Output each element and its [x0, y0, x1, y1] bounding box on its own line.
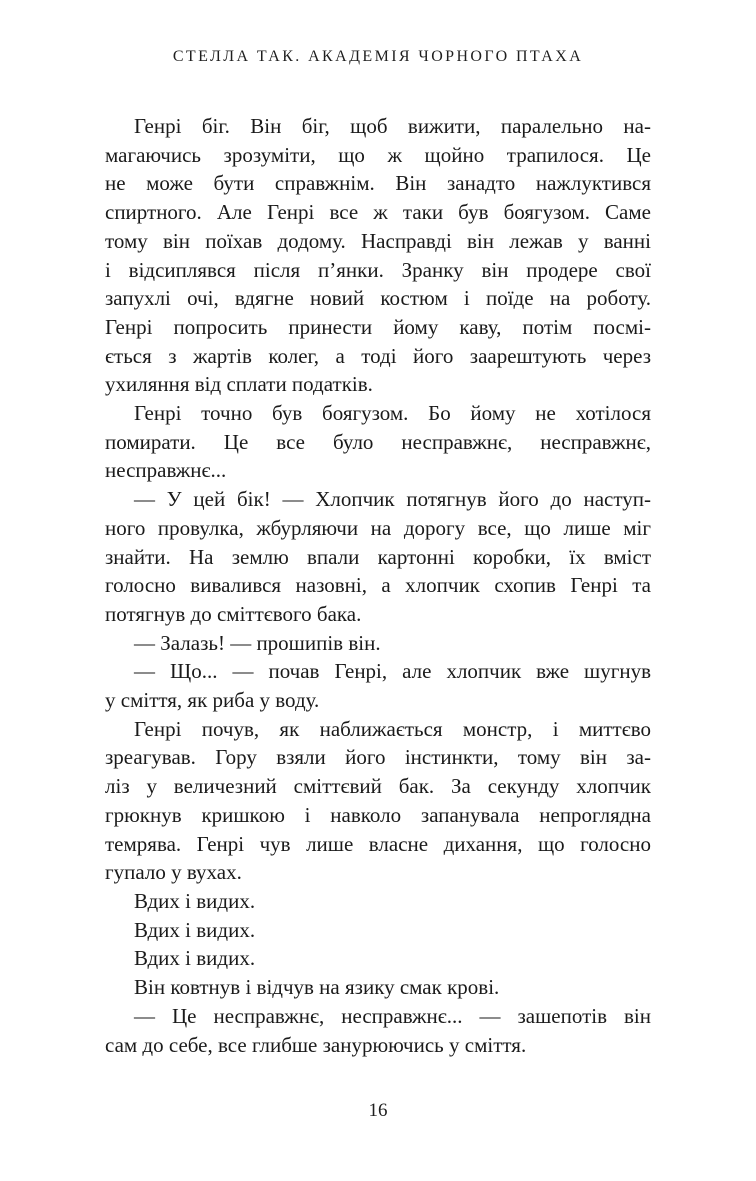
text-line: ухиляння від сплати податків.	[105, 372, 373, 397]
text-line: — У цей бік! — Хлопчик потягнув його до наступ-	[134, 487, 651, 512]
text-line: гупало у вухах.	[105, 860, 242, 885]
paragraph	[105, 629, 651, 658]
text-line: знайти. На землю впали картонні коробки, їх вміст	[105, 544, 651, 569]
text-line: Вдих і видих.	[134, 946, 256, 971]
text-line: Генрі точно був боягузом. Бо йому не хотілося	[134, 401, 651, 426]
text-line: запухлі очі, вдягне новий костюм і поїде на роботу.	[105, 286, 651, 311]
text-line: магаючись зрозуміти, що ж щойно трапилося. Це	[105, 142, 651, 167]
text-line: грюкнув кришкою і навколо запанувала непроглядна	[105, 802, 651, 827]
paragraph	[105, 1002, 651, 1059]
paragraph	[105, 887, 651, 916]
text-line: Вдих і видих.	[134, 917, 256, 942]
text-line: не може бути справжнім. Він занадто нажлуктився	[105, 171, 651, 196]
text-line: ліз у величезний сміттєвий бак. За секунду хлопчик	[105, 774, 651, 799]
text-line: сам до себе, все глибше занурюючись у сміття.	[105, 1032, 527, 1057]
text-line: потягнув до сміттєвого бака.	[105, 601, 362, 626]
text-line: несправжнє...	[105, 458, 227, 483]
paragraph	[105, 399, 651, 485]
text-line: тому він поїхав додому. Насправді він лежав у ванні	[105, 228, 651, 253]
text-line: Генрі почув, як наближається монстр, і миттєво	[134, 716, 651, 741]
text-line: ного провулка, жбурляючи на дорогу все, що лише міг	[105, 515, 651, 540]
text-line: Генрі біг. Він біг, щоб вижити, паралельно на-	[134, 114, 651, 138]
text-line: — Що... — почав Генрі, але хлопчик вже шугнув	[134, 659, 651, 684]
paragraph	[105, 485, 651, 629]
text-line: темрява. Генрі чув лише власне дихання, що голосно	[105, 831, 651, 856]
text-line: у сміття, як риба у воду.	[105, 688, 320, 713]
text-line: Вдих і видих.	[134, 888, 256, 913]
paragraph	[105, 112, 651, 399]
body-text	[105, 112, 651, 1059]
paragraph	[105, 944, 651, 973]
running-header: СТЕЛЛА ТАК. АКАДЕМІЯ ЧОРНОГО ПТАХА	[172, 48, 584, 65]
paragraph	[105, 657, 651, 714]
text-line: зреагував. Гору взяли його інстинкти, тому він за-	[105, 745, 651, 770]
text-line: ється з жартів колег, а тоді його заарештують через	[105, 343, 651, 368]
paragraph	[105, 973, 651, 1002]
paragraph	[105, 916, 651, 945]
text-line: Генрі попросить принести йому каву, потім посмі-	[105, 314, 651, 339]
text-line: і відсиплявся після п’янки. Зранку він продере свої	[105, 257, 651, 282]
text-line: спиртного. Але Генрі все ж таки був боягузом. Саме	[105, 200, 651, 225]
text-line: — Це несправжнє, несправжнє... — зашепотів він	[134, 1003, 651, 1028]
page-number: 16	[368, 1100, 388, 1121]
text-line: помирати. Це все було несправжнє, несправжнє,	[105, 429, 651, 454]
paragraph	[105, 715, 651, 887]
text-line: — Залазь! — прошипів він.	[134, 630, 381, 655]
text-line: голосно вивалився назовні, а хлопчик схопив Генрі та	[105, 573, 651, 598]
text-line: Він ковтнув і відчув на язику смак крові.	[134, 975, 500, 1000]
